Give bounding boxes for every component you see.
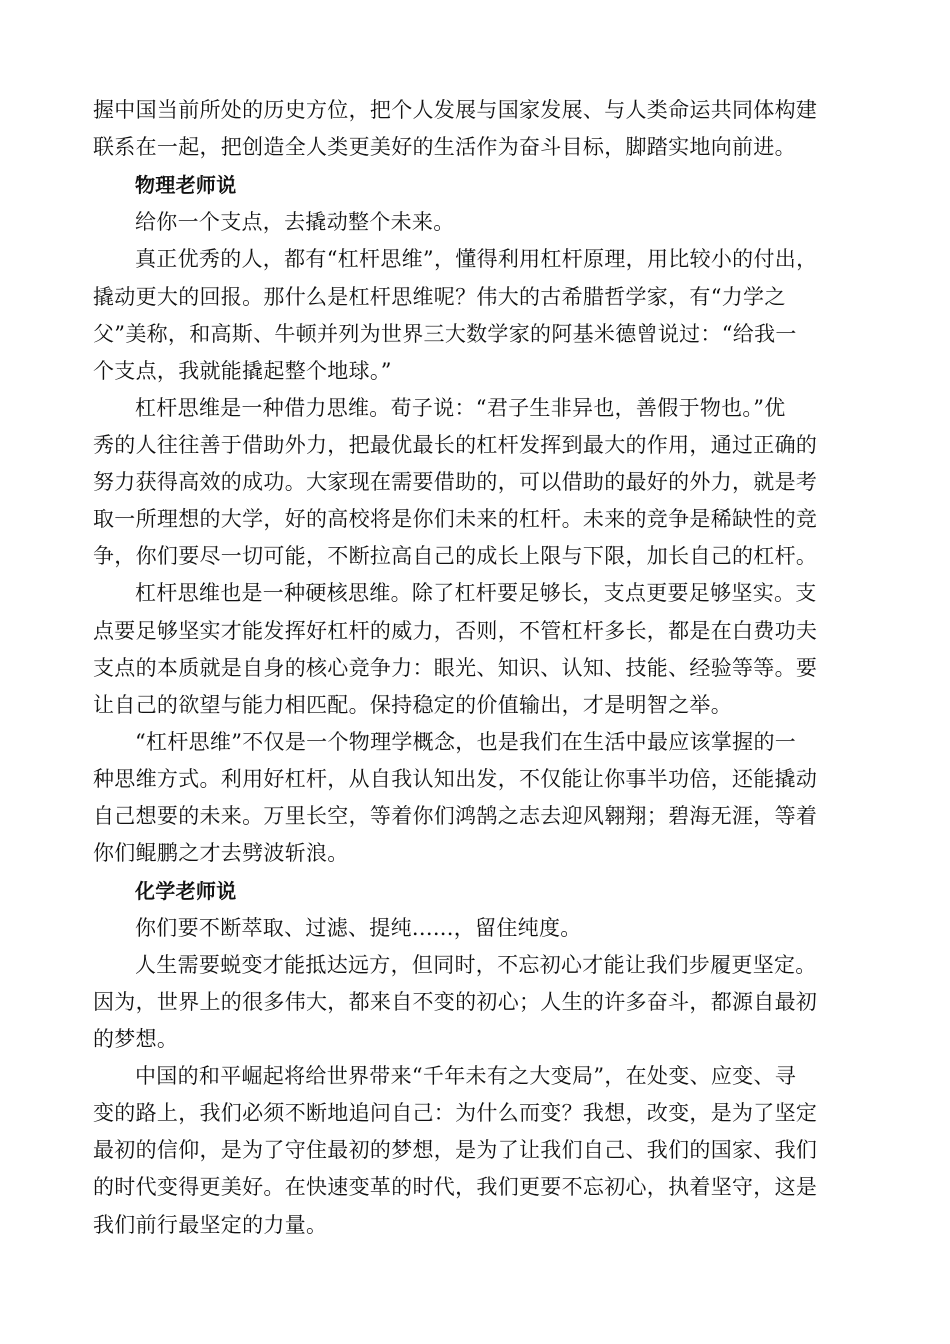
text-line: 取一所理想的大学，好的高校将是你们未来的杠杆。未来的竞争是稀缺性的竞 <box>93 507 818 531</box>
text-line: 秀的人往往善于借助外力，把最优最长的杠杆发挥到最大的作用，通过正确的 <box>93 433 818 457</box>
text-line: 握中国当前所处的历史方位，把个人发展与国家发展、与人类命运共同体构建 <box>93 98 818 122</box>
text-line: 真正优秀的人，都有“杠杆思维”，懂得利用杠杆原理，用比较小的付出， <box>135 247 818 271</box>
text-line: 杠杆思维是一种借力思维。荀子说：“君子生非异也，善假于物也。”优 <box>135 396 786 420</box>
text-line: 种思维方式。利用好杠杆，从自我认知出发，不仅能让你事半功倍，还能撬动 <box>93 767 818 791</box>
text-line: 你们鲲鹏之才去劈波斩浪。 <box>93 841 349 865</box>
text-line: 给你一个支点，去撬动整个未来。 <box>135 210 455 234</box>
text-line: 因为，世界上的很多伟大，都来自不变的初心；人生的许多奋斗，都源自最初 <box>93 990 818 1014</box>
section-heading-chemistry: 化学老师说 <box>135 879 237 903</box>
text-line: 让自己的欲望与能力相匹配。保持稳定的价值输出，才是明智之举。 <box>93 693 732 717</box>
text-line: 个支点，我就能撬起整个地球。” <box>93 359 392 383</box>
text-line: 的梦想。 <box>93 1027 179 1051</box>
text-line: 联系在一起，把创造全人类更美好的生活作为奋斗目标，脚踏实地向前进。 <box>93 135 796 159</box>
text-line: 最初的信仰，是为了守住最初的梦想，是为了让我们自己、我们的国家、我们 <box>93 1138 818 1162</box>
text-line: 撬动更大的回报。那什么是杠杆思维呢？伟大的古希腊哲学家，有“力学之 <box>93 285 786 309</box>
text-line: 你们要不断萃取、过滤、提纯......，留住纯度。 <box>135 916 582 940</box>
text-line: 的时代变得更美好。在快速变革的时代，我们更要不忘初心，执着坚守，这是 <box>93 1175 818 1199</box>
text-line: 变的路上，我们必须不断地追问自己：为什么而变？我想，改变，是为了坚定 <box>93 1101 818 1125</box>
section-heading-physics: 物理老师说 <box>135 173 237 197</box>
text-line: 自己想要的未来。万里长空，等着你们鸿鹄之志去迎风翱翔；碧海无涯，等着 <box>93 804 818 828</box>
text-line: 人生需要蜕变才能抵达远方，但同时，不忘初心才能让我们步履更坚定。 <box>135 953 817 977</box>
text-line: 点要足够坚实才能发挥好杠杆的威力，否则，不管杠杆多长，都是在白费功夫 <box>93 619 818 643</box>
text-line: 中国的和平崛起将给世界带来“千年未有之大变局”，在处变、应变、寻 <box>135 1064 797 1088</box>
text-line: 父”美称，和高斯、牛顿并列为世界三大数学家的阿基米德曾说过：“给我一 <box>93 322 797 346</box>
text-line: 努力获得高效的成功。大家现在需要借助的，可以借助的最好的外力，就是考 <box>93 470 818 494</box>
text-line: 杠杆思维也是一种硬核思维。除了杠杆要足够长，支点更要足够坚实。支 <box>135 581 817 605</box>
text-line: 我们前行最坚定的力量。 <box>93 1213 328 1237</box>
text-line: “杠杆思维”不仅是一个物理学概念，也是我们在生活中最应该掌握的一 <box>135 730 797 754</box>
text-line: 支点的本质就是自身的核心竞争力：眼光、知识、认知、技能、经验等等。要 <box>93 656 818 680</box>
text-line: 争，你们要尽一切可能，不断拉高自己的成长上限与下限，加长自己的杠杆。 <box>93 544 818 568</box>
